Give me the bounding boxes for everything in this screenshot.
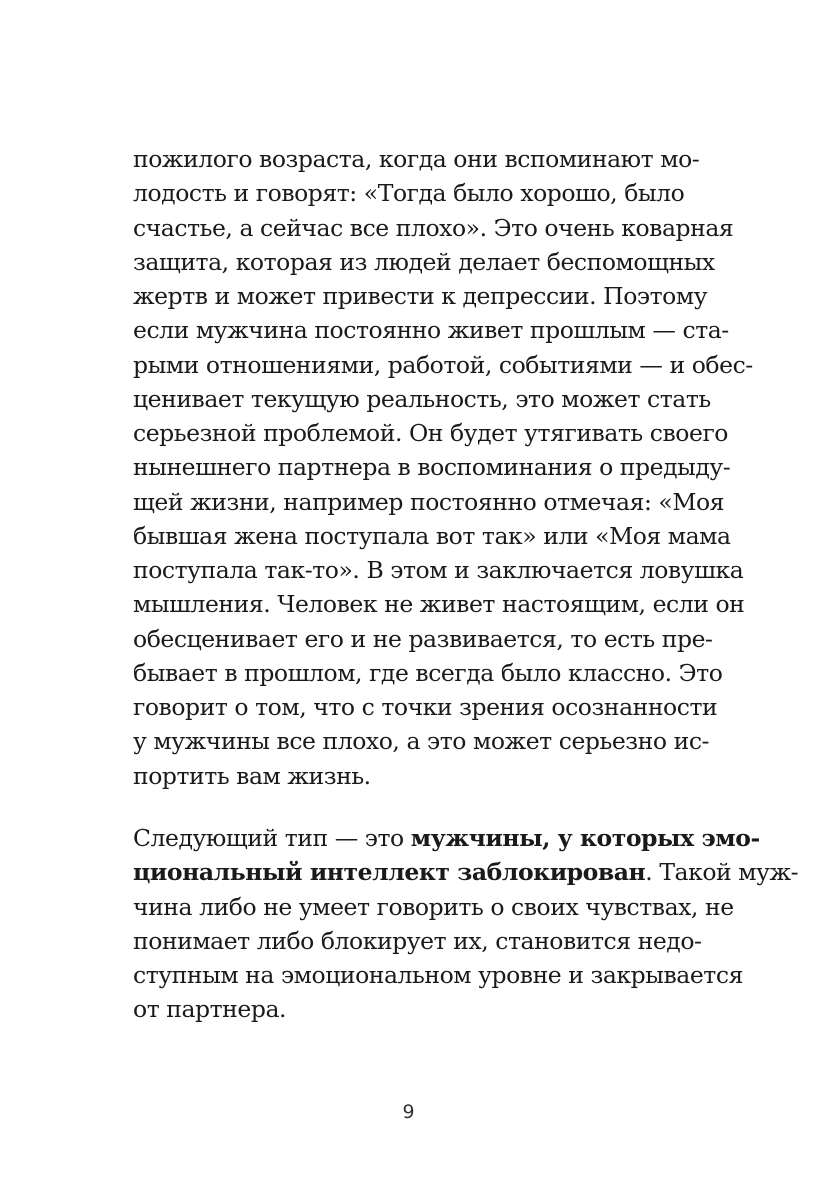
text-bold: мужчины, у которых эмо- xyxy=(410,824,760,852)
text-line: обесценивает его и не развивается, то есть пре- xyxy=(133,624,713,653)
text-line: ценивает текущую реальность, это может стать xyxy=(133,384,711,413)
text-line: защита, которая из людей делает беспомощных xyxy=(133,247,715,276)
text-line: у мужчины все плохо, а это может серьезно ис- xyxy=(133,727,710,756)
text-line: рыми отношениями, работой, событиями — и обес- xyxy=(133,350,753,379)
text-line: жертв и может привести к депрессии. Поэтому xyxy=(133,282,708,310)
text-line: ступным на эмоциональном уровне и закрывается xyxy=(133,961,743,989)
text-regular: . Такой муж- xyxy=(645,858,799,887)
text-line: бывает в прошлом, где всегда было классно. Это xyxy=(133,658,723,687)
text-line: говорит о том, что с точки зрения осознанности xyxy=(133,693,718,721)
text-line-last: от партнера. xyxy=(133,995,287,1024)
text-line xyxy=(133,855,799,889)
text-line: счастье, а сейчас все плохо». Это очень коварная xyxy=(133,213,734,242)
text-line: щей жизни, например постоянно отмечая: «Моя xyxy=(133,487,725,516)
text-bold: циональный интеллект заблокирован xyxy=(133,858,646,887)
text-line: понимает либо блокирует их, становится недо- xyxy=(133,926,702,955)
text-line: серьезной проблемой. Он будет утягивать своего xyxy=(133,419,729,447)
paragraph-2 xyxy=(133,821,799,1027)
text-line: если мужчина постоянно живет прошлым — ста- xyxy=(133,316,729,345)
paragraph-1 xyxy=(133,142,753,793)
text-line: лодость и говорят: «Тогда было хорошо, было xyxy=(133,179,685,208)
text-line-last: портить вам жизнь. xyxy=(133,761,371,790)
text-line xyxy=(133,821,760,855)
text-line: поступала так-то». В этом и заключается ловушка xyxy=(133,556,744,584)
text-line: чина либо не умеет говорить о своих чувствах, не xyxy=(133,892,734,921)
text-line: бывшая жена поступала вот так» или «Моя мама xyxy=(133,521,731,550)
page-number: 9 xyxy=(402,1101,415,1123)
text-line: нынешнего партнера в воспоминания о предыду- xyxy=(133,453,731,482)
text-line: мышления. Человек не живет настоящим, если он xyxy=(133,590,745,619)
text-regular: Следующий тип — это xyxy=(133,824,411,852)
text-line: пожилого возраста, когда они вспоминают мо- xyxy=(133,145,700,173)
